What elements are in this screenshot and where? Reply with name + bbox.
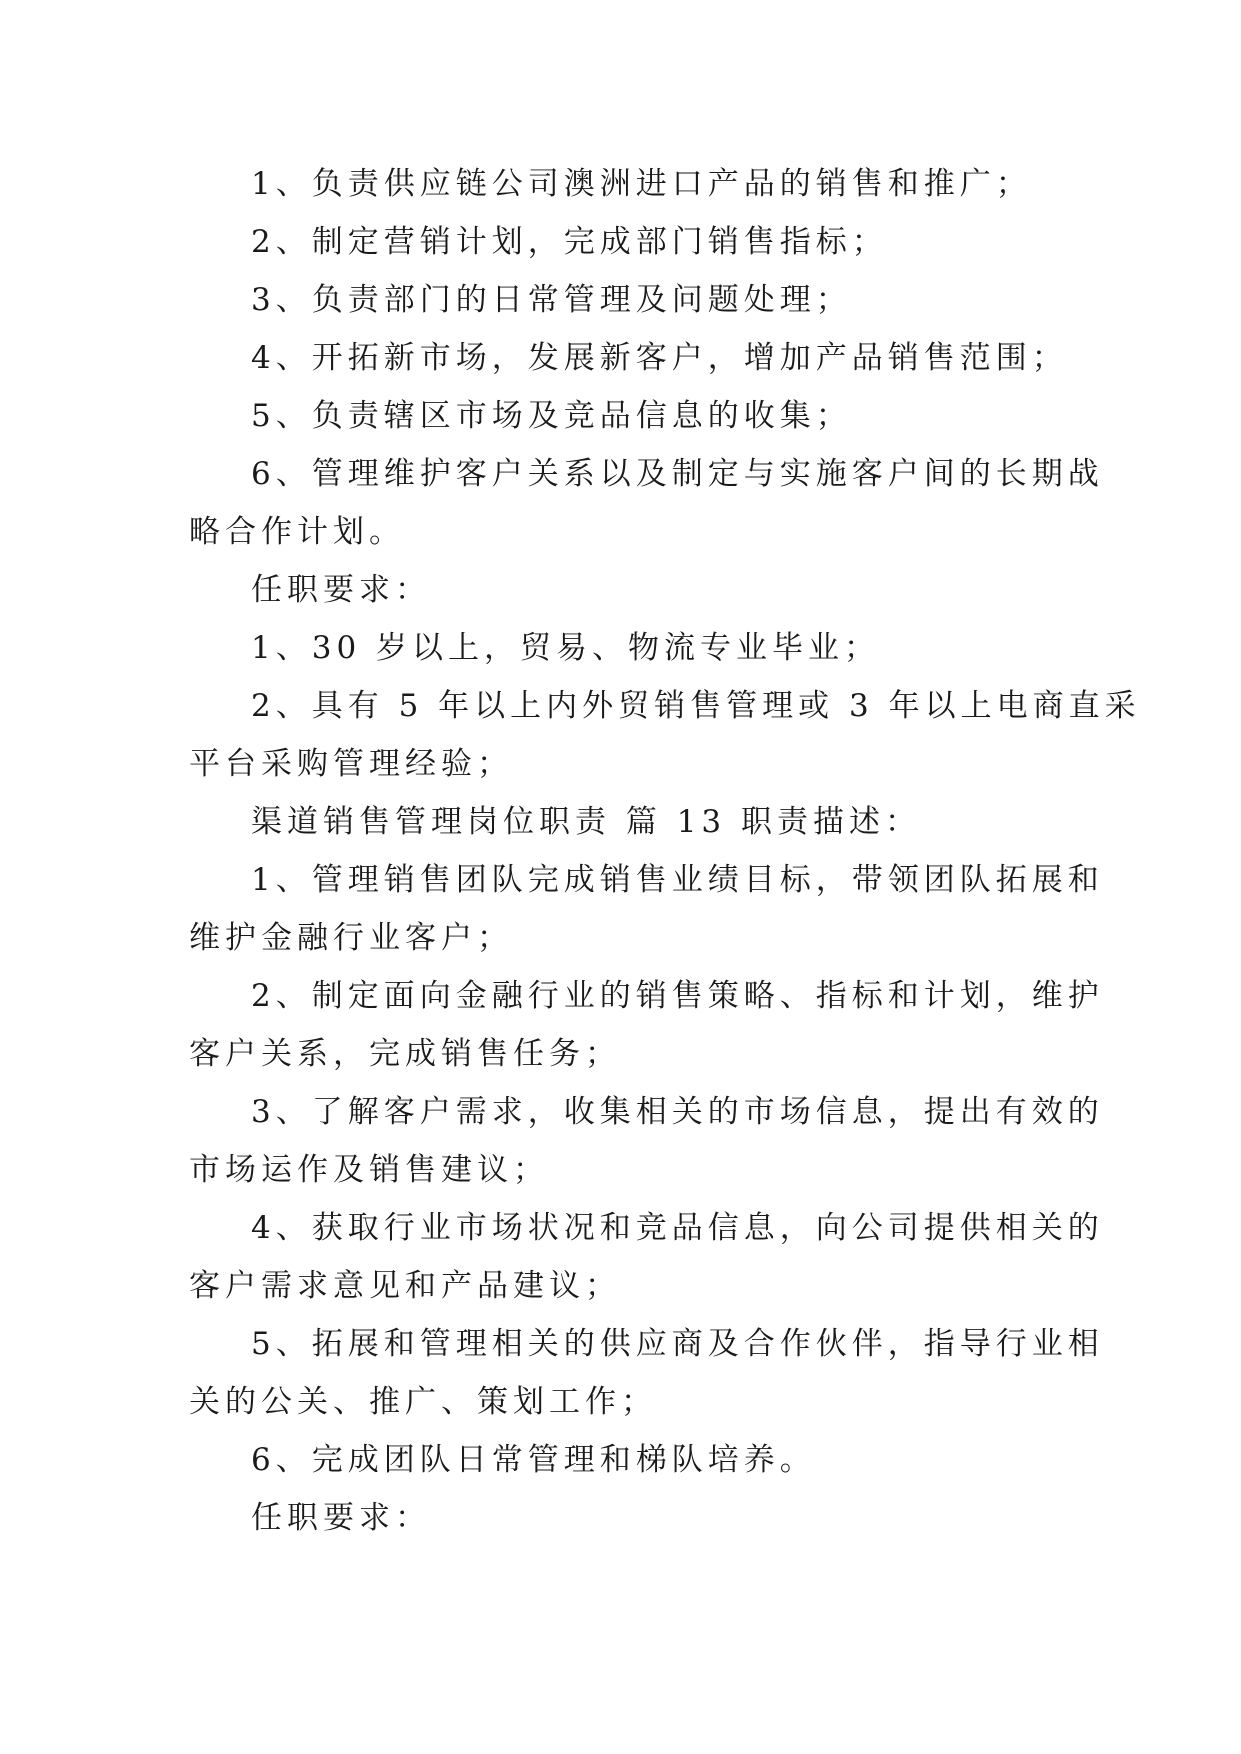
section-duty-item-1: 1、管理销售团队完成销售业绩目标，带领团队拓展和 bbox=[251, 862, 1104, 898]
section-duty-item-5: 5、拓展和管理相关的供应商及合作伙伴，指导行业相 bbox=[251, 1326, 1104, 1362]
document-body bbox=[189, 155, 1141, 1547]
section-duty-item-4-continued: 客户需求意见和产品建议； bbox=[189, 1268, 621, 1304]
section-duty-item-6: 6、完成团队日常管理和梯队培养。 bbox=[251, 1442, 816, 1478]
duty-item-4: 4、开拓新市场，发展新客户，增加产品销售范围； bbox=[251, 340, 1068, 376]
requirement-item-2: 2、具有 5 年以上内外贸销售管理或 3 年以上电商直采 bbox=[251, 688, 1141, 724]
section-duty-item-3-continued: 市场运作及销售建议； bbox=[189, 1152, 549, 1188]
duty-item-3: 3、负责部门的日常管理及问题处理； bbox=[251, 282, 852, 318]
duty-item-1: 1、负责供应链公司澳洲进口产品的销售和推广； bbox=[251, 166, 1032, 202]
section-heading: 渠道销售管理岗位职责 篇 13 职责描述： bbox=[251, 804, 922, 840]
section-duty-item-3: 3、了解客户需求，收集相关的市场信息，提出有效的 bbox=[251, 1094, 1104, 1130]
section-duty-item-5-continued: 关的公关、推广、策划工作； bbox=[189, 1384, 657, 1420]
duty-item-6: 6、管理维护客户关系以及制定与实施客户间的长期战 bbox=[251, 456, 1104, 492]
section-duty-item-2: 2、制定面向金融行业的销售策略、指标和计划，维护 bbox=[251, 978, 1104, 1014]
section-requirements-heading: 任职要求： bbox=[251, 1500, 431, 1536]
requirements-heading: 任职要求： bbox=[251, 572, 431, 608]
duty-item-6-continued: 略合作计划。 bbox=[189, 514, 405, 550]
duty-item-2: 2、制定营销计划，完成部门销售指标； bbox=[251, 224, 888, 260]
section-duty-item-2-continued: 客户关系，完成销售任务； bbox=[189, 1036, 621, 1072]
requirement-item-2-continued: 平台采购管理经验； bbox=[189, 746, 513, 782]
section-duty-item-1-continued: 维护金融行业客户； bbox=[189, 920, 513, 956]
requirement-item-1: 1、30 岁以上，贸易、物流专业毕业； bbox=[251, 630, 881, 666]
section-duty-item-4: 4、获取行业市场状况和竞品信息，向公司提供相关的 bbox=[251, 1210, 1104, 1246]
duty-item-5: 5、负责辖区市场及竞品信息的收集； bbox=[251, 398, 852, 434]
